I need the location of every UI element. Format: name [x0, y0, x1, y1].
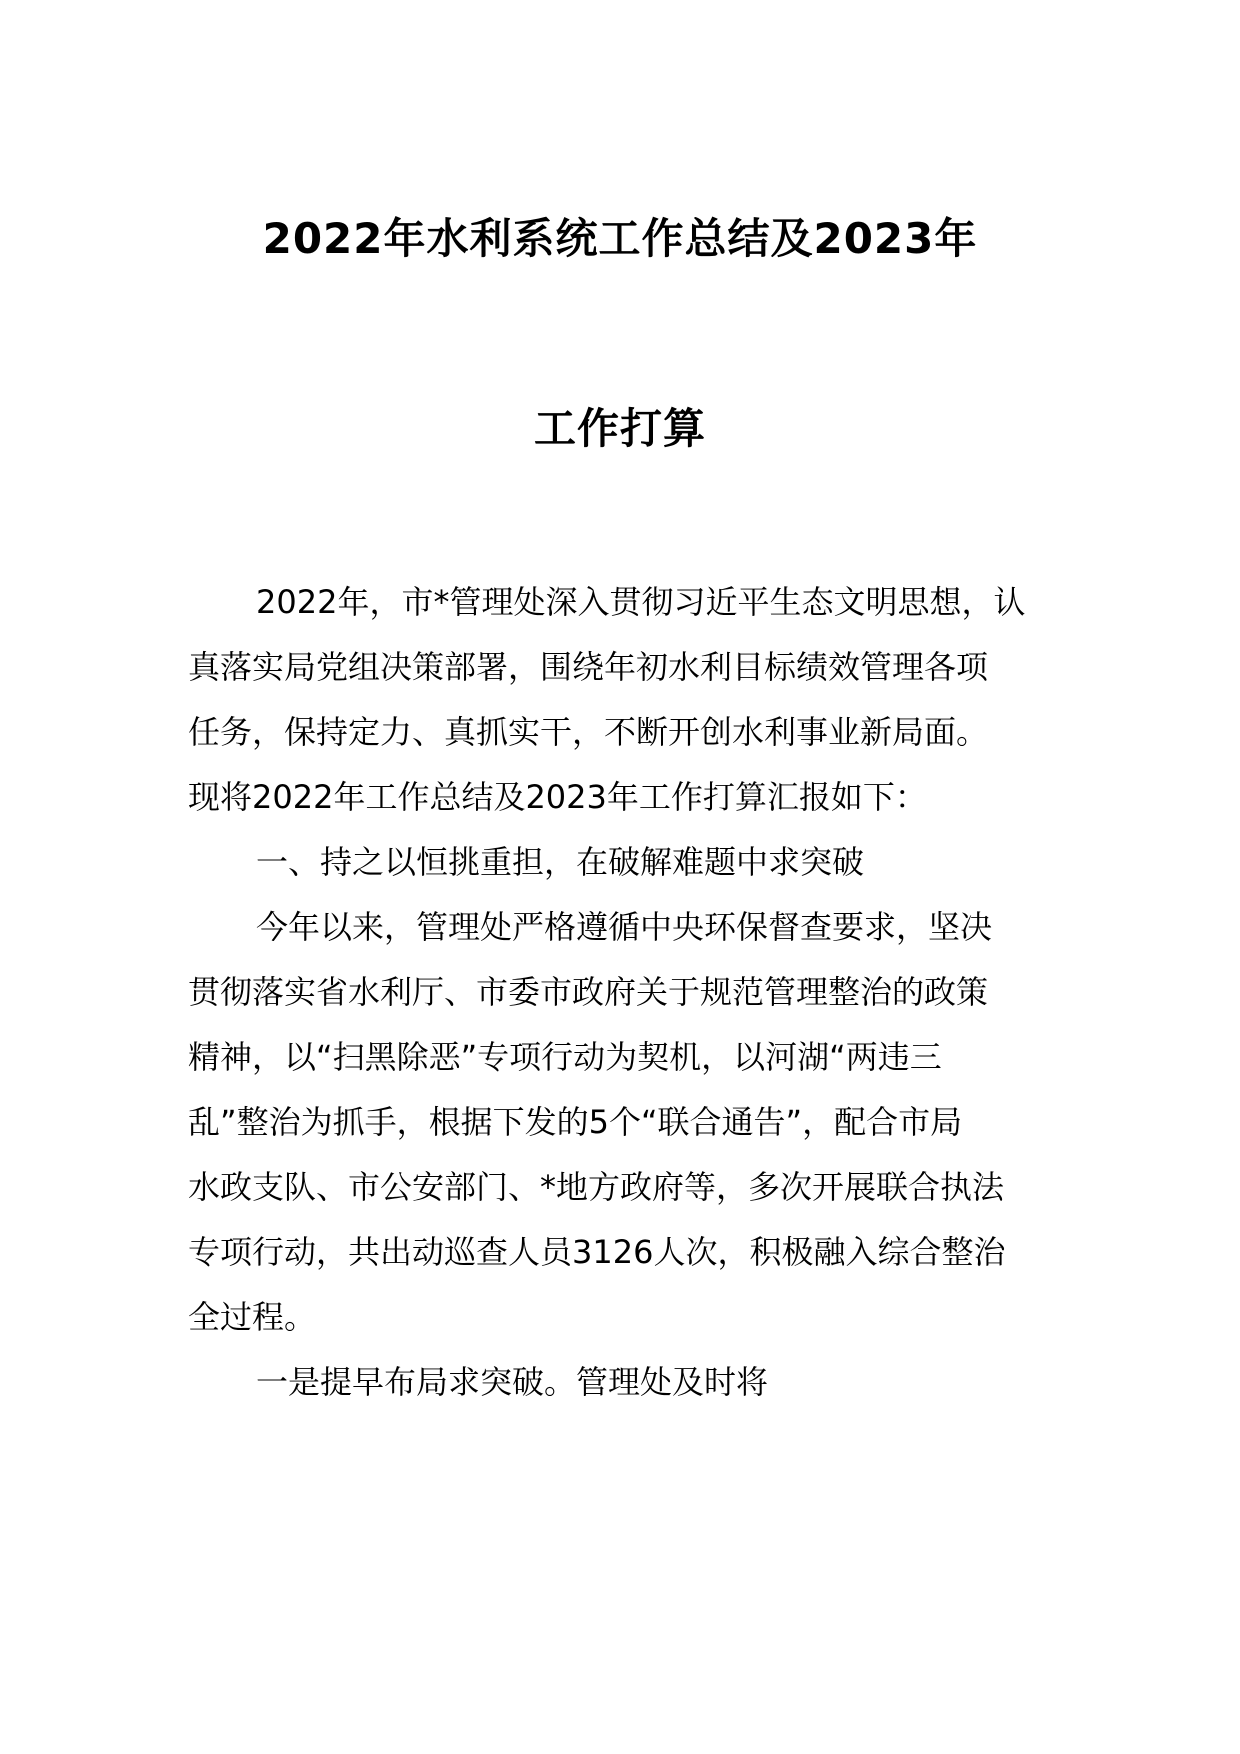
paragraph-1-line-1: 2022年，市*管理处深入贯彻习近平生态文明思想，认: [256, 583, 1026, 621]
document-title-line-2: 工作打算: [533, 404, 706, 453]
paragraph-2-line-1: 今年以来，管理处严格遵循中央环保督查要求，坚决: [256, 908, 993, 946]
paragraph-3-line-1: 一是提早布局求突破。管理处及时将: [256, 1363, 769, 1401]
section-heading-1: 一、持之以恒挑重担，在破解难题中求突破: [256, 843, 865, 881]
paragraph-1-line-4: 现将2022年工作总结及2023年工作打算汇报如下：: [188, 778, 927, 816]
paragraph-2-line-2: 贯彻落实省水利厅、市委市政府关于规范管理整治的政策: [188, 973, 989, 1011]
paragraph-2-line-3: 精神，以“扫黑除恶”专项行动为契机，以河湖“两违三: [188, 1038, 942, 1076]
document-title-line-1: 2022年水利系统工作总结及2023年: [262, 214, 978, 263]
paragraph-2-line-4: 乱”整治为抓手，根据下发的5个“联合通告”，配合市局: [188, 1103, 963, 1141]
paragraph-2-line-6: 专项行动，共出动巡查人员3126人次，积极融入综合整治: [188, 1233, 1006, 1271]
paragraph-2-line-5: 水政支队、市公安部门、*地方政府等，多次开展联合执法: [188, 1168, 1005, 1206]
paragraph-2-line-7: 全过程。: [188, 1298, 317, 1336]
paragraph-1-line-2: 真落实局党组决策部署，围绕年初水利目标绩效管理各项: [188, 648, 989, 686]
paragraph-1-line-3: 任务，保持定力、真抓实干，不断开创水利事业新局面。: [188, 713, 989, 751]
